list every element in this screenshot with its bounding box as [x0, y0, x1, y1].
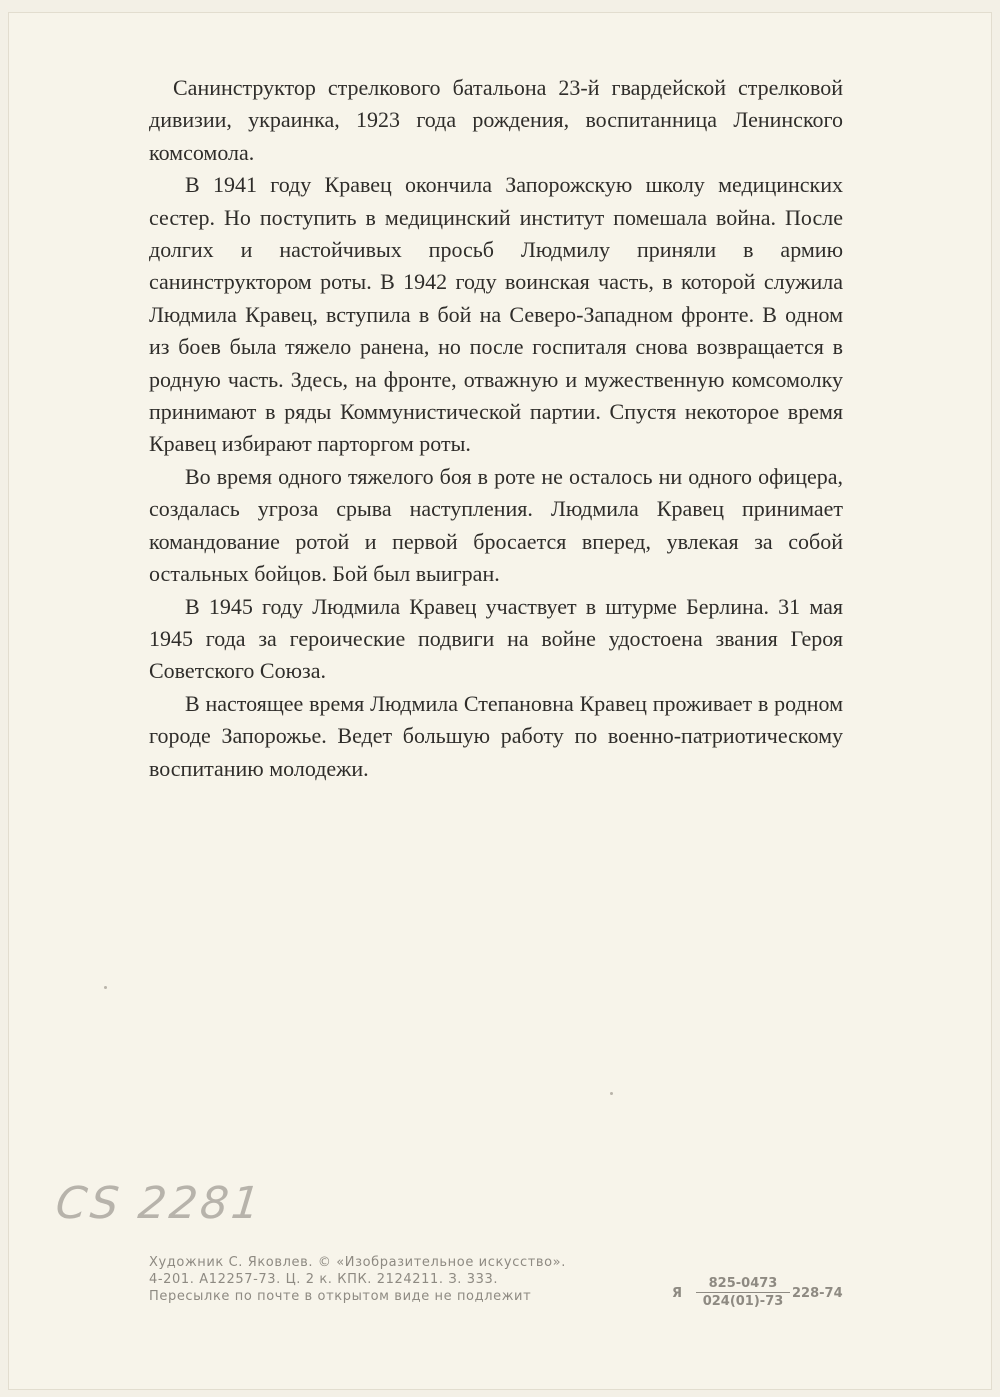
- paper-speck: [104, 986, 107, 989]
- index-suffix: 228-74: [792, 1286, 843, 1301]
- index-denominator: 024(01)-73: [702, 1294, 784, 1309]
- index-numerator: 825-0473: [696, 1276, 790, 1293]
- imprint-postal-note: Пересылке по почте в открытом виде не подлежит: [149, 1289, 532, 1304]
- index-letter: Я: [672, 1286, 683, 1301]
- article-body: [149, 72, 843, 785]
- index-fraction: [696, 1276, 790, 1309]
- imprint-print-data-line: 4-201. А12257-73. Ц. 2 к. КПК. 2124211. З. 333.: [149, 1272, 499, 1287]
- handwritten-catalog-number: CS 2281: [53, 1178, 266, 1229]
- paragraph-service: В 1941 году Кравец окончила Запорожскую школу медицинских сестер. Но поступить в медицинский институт помешала война. После долгих и настойчивых просьб Людмилу приняли в армию санинструктором роты. В 1942 году воинская часть, в которой служила Людмила Кравец, вступила в бой на Северо-Западном фронте. В одном из боев была тяжело ранена, но после госпиталя снова возвращается в родную часть. Здесь, на фронте, отважную и мужественную комсомолку принимают в ряды Коммунистической партии. Спустя некоторое время Кравец избирают парторгом роты.: [149, 172, 843, 457]
- paper-speck: [610, 1092, 613, 1095]
- paragraph-berlin: В 1945 году Людмила Кравец участвует в штурме Берлина. 31 мая 1945 года за героические подвиги на войне удостоена звания Героя Советского Союза.: [149, 593, 843, 684]
- paragraph-present: В настоящее время Людмила Степановна Кравец проживает в родном городе Запорожье. Ведет большую работу по военно-патриотическому воспитанию молодежи.: [149, 690, 843, 781]
- paragraph-intro: Санинструктор стрелкового батальона 23-й гвардейской стрелковой дивизии, украинка, 1923 года рождения, воспитанница Ленинского комсомола.: [149, 75, 843, 165]
- imprint-artist-line: Художник С. Яковлев. © «Изобразительное искусство».: [149, 1255, 566, 1270]
- paragraph-battle: Во время одного тяжелого боя в роте не осталось ни одного офицера, создалась угроза срыва наступления. Людмила Кравец принимает командование ротой и первой бросается вперед, увлекая за собой остальных бойцов. Бой был выигран.: [149, 463, 843, 587]
